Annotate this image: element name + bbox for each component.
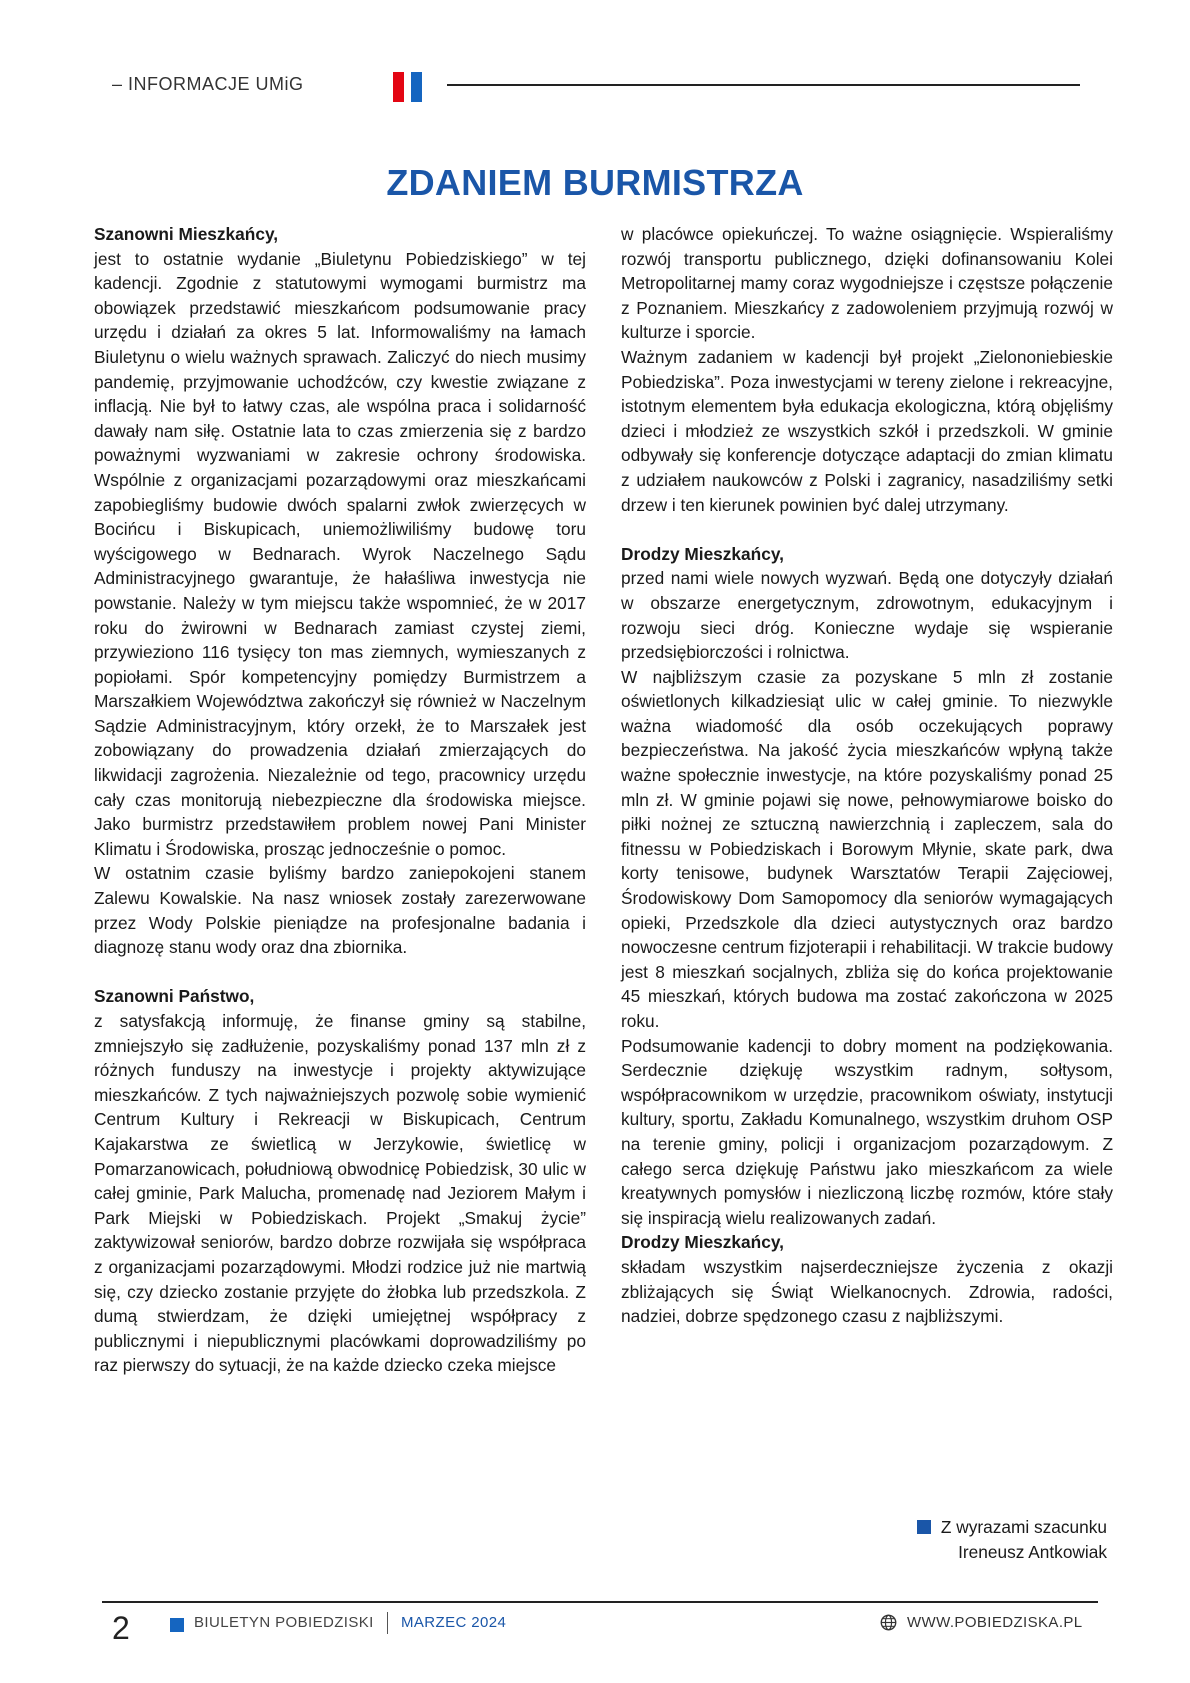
- flag-blue-stripe: [411, 72, 422, 102]
- closing-text: Z wyrazami szacunku: [940, 1517, 1107, 1537]
- bullet-square-icon: [917, 1520, 931, 1534]
- issue-date: MARZEC 2024: [401, 1614, 507, 1631]
- publication-name: BIULETYN POBIEDZISKI: [194, 1614, 374, 1631]
- signature-closing: [880, 1515, 1107, 1540]
- website-link[interactable]: WWW.POBIEDZISKA.PL: [907, 1614, 1083, 1631]
- flag-red-stripe: [393, 72, 404, 102]
- left-column: [94, 222, 586, 1378]
- globe-icon: [880, 1614, 897, 1631]
- paragraph: W najbliższym czasie za pozyskane 5 mln zł zostanie oświetlonych kilkadziesiąt ulic w całej gminie. To niezwykle ważna wiadomość dla osób oczekujących poprawy bezpieczeństwa. Na jakość życia mieszkańców wpłyną także ważne społecznie inwestycje, na które pozyskaliśmy ponad 25 mln zł. W gminie pojawi się nowe, pełnowymiarowe boisko do piłki nożnej ze sztuczną nawierzchnią i zapleczem, sala do fitnessu w Pobiedziskach i Borowym Młynie, skate park, dwa korty tenisowe, budynek Warsztatów Terapii Zajęciowej, Środowiskowy Dom Samopomocy dla seniorów wymagających opieki, Przedszkole dla dzieci autystycznych oraz bardzo nowoczesne centrum fizjoterapii i rehabilitacji. W trakcie budowy jest 8 mieszkań socjalnych, zbliża się do końca projektowanie 45 mieszkań, których budowa ma zostać zakończona w 2025 roku.: [621, 666, 1113, 1031]
- footer-divider: [102, 1601, 1098, 1603]
- footer-separator: [387, 1612, 388, 1634]
- bullet-square-icon: [170, 1618, 184, 1632]
- paragraph: przed nami wiele nowych wyzwań. Będą one dotyczyły działań w obszarze energetycznym, zdrowotnym, edukacyjnym i rozwoju sieci dróg. Konieczne wydaje się wspieranie przedsiębiorczości i rolnictwa.: [621, 568, 1113, 663]
- greeting-heading: Szanowni Mieszkańcy,: [94, 224, 279, 244]
- right-column: [621, 222, 1113, 1329]
- greeting-heading: Szanowni Państwo,: [94, 986, 255, 1007]
- paragraph: W ostatnim czasie byliśmy bardzo zaniepokojeni stanem Zalewu Kowalskie. Na nasz wniosek zostały zarezerwowane przez Wody Polskie pieniądze na profesjonalne badania i diagnozę stanu wody oraz dna zbiornika.: [94, 863, 586, 958]
- paragraph: Podsumowanie kadencji to dobry moment na podziękowania. Serdecznie dziękuję wszystkim radnym, sołtysom, współpracownikom w urzędzie, pracownikom oświaty, instytucji kultury, sportu, Zakładu Komunalnego, wszystkim druhom OSP na terenie gminy, policji i organizacjom pozarządowym. Z całego serca dziękuję Państwu jako mieszkańcom za wiele kreatywnych pomysłów i niezliczoną liczbę rozmów, które stały się inspiracją wielu realizowanych zadań.: [621, 1035, 1113, 1228]
- section-label: – INFORMACJE UMiG: [112, 74, 304, 94]
- greeting-heading: Drodzy Mieszkańcy,: [621, 1232, 784, 1253]
- paragraph-gap: [94, 960, 586, 985]
- header-divider: [447, 84, 1080, 86]
- article-title: ZDANIEM BURMISTRZA: [386, 162, 804, 203]
- signature-name: Ireneusz Antkowiak: [958, 1542, 1107, 1562]
- greeting-heading: Drodzy Mieszkańcy,: [621, 543, 784, 564]
- paragraph: składam wszystkim najserdeczniejsze życzenia z okazji zbliżających się Świąt Wielkanocnych. Zdrowia, radości, nadziei, dobrze spędzonego czasu z najbliższymi.: [621, 1256, 1113, 1327]
- signature-block: [880, 1515, 1107, 1565]
- paragraph: z satysfakcją informuję, że finanse gminy są stabilne, zmniejszyło się zadłużenie, pozyskaliśmy ponad 137 mln zł z różnych funduszy na inwestycje i projekty aktywizujące mieszkańców. Z tych najważniejszych pozwolę sobie wymienić Centrum Kultury i Rekreacji w Biskupicach, Centrum Kajakarstwa ze świetlicą w Jerzykowie, świetlicę w Pomarzanowicach, południową obwodnicę Pobiedzisk, 30 ulic w całej gminie, Park Malucha, promenadę nad Jeziorem Małym i Park Miejski w Pobiedziskach. Projekt „Smakuj życie” zaktywizował seniorów, bardzo dobrze rozwijała się współpraca z organizacjami pozarządowymi. Młodzi rodzice już nie martwią się, czy dziecko zostanie przyjęte do żłobka lub przedszkola. Z dumą stwierdzam, że dzięki umiejętnej współpracy z publicznymi i niepublicznymi placówkami doprowadziliśmy po raz pierwszy do sytuacji, że na każde dziecko czeka miejsce: [94, 1011, 586, 1376]
- flag-icon: [393, 72, 427, 102]
- page-number: 2: [112, 1610, 130, 1646]
- paragraph: jest to ostatnie wydanie „Biuletynu Pobiedziskiego” w tej kadencji. Zgodnie z statutowymi wymogami burmistrz ma obowiązek przedstawić mieszkańcom podsumowanie pracy urzędu i działań za okres 5 lat. Informowaliśmy na łamach Biuletynu o wielu ważnych sprawach. Zaliczyć do niech musimy pandemię, przyjmowanie uchodźców, czy kwestie związane z inflacją. Nie był to łatwy czas, ale wspólna praca i solidarność dawały nam siłę. Ostatnie lata to czas zmierzenia się z bardzo poważnymi wyzwaniami w zakresie ochrony środowiska. Wspólnie z organizacjami pozarządowymi oraz mieszkańcami zapobiegliśmy budowie dwóch spalarni zwłok zwierzęcych w Bocińcu i Biskupicach, uniemożliwiliśmy budowę toru wyścigowego w Bednarach. Wyrok Naczelnego Sądu Administracyjnego gwarantuje, że hałaśliwa inwestycja nie powstanie. Należy w tym miejscu także wspomnieć, że w 2017 roku do żwirowni w Bednarach zamiast czystej ziemi, przywieziono 116 tysięcy ton mas ziemnych, wymieszanych z popiołami. Spór kompetencyjny pomiędzy Burmistrzem a Marszałkiem Województwa zakończył się również w Naczelnym Sądzie Administracyjnym, który orzekł, że to Marszałek jest zobowiązany do prowadzenia działań zmierzających do likwidacji zagrożenia. Niezależnie od tego, pracownicy urzędu cały czas monitorują niebezpieczne dla środowiska miejsce. Jako burmistrz przedstawiłem problem nowej Pani Minister Klimatu i Środowiska, prosząc jednocześnie o pomoc.: [94, 248, 586, 859]
- paragraph-gap: [621, 517, 1113, 542]
- paragraph: Ważnym zadaniem w kadencji był projekt „Zielononiebieskie Pobiedziska”. Poza inwestycjami w tereny zielone i rekreacyjne, istotnym elementem była edukacja ekologiczna, którą objęliśmy dzieci i młodzież ze wszystkich szkół i przedszkoli. W gminie odbywały się konferencje dotyczące adaptacji do zmian klimatu z udziałem naukowców z Polski i zagranicy, nasadziliśmy setki drzew i ten kierunek powinien być dalej utrzymany.: [621, 346, 1113, 515]
- paragraph: w placówce opiekuńczej. To ważne osiągnięcie. Wspieraliśmy rozwój transportu publicznego, dzięki dofinansowaniu Kolei Metropolitarnej mamy coraz wygodniejsze i częstsze połączenie z Poznaniem. Mieszkańcy z zadowoleniem przyjmują rozwój w kulturze i sporcie.: [621, 224, 1113, 343]
- page-header: [112, 72, 1080, 102]
